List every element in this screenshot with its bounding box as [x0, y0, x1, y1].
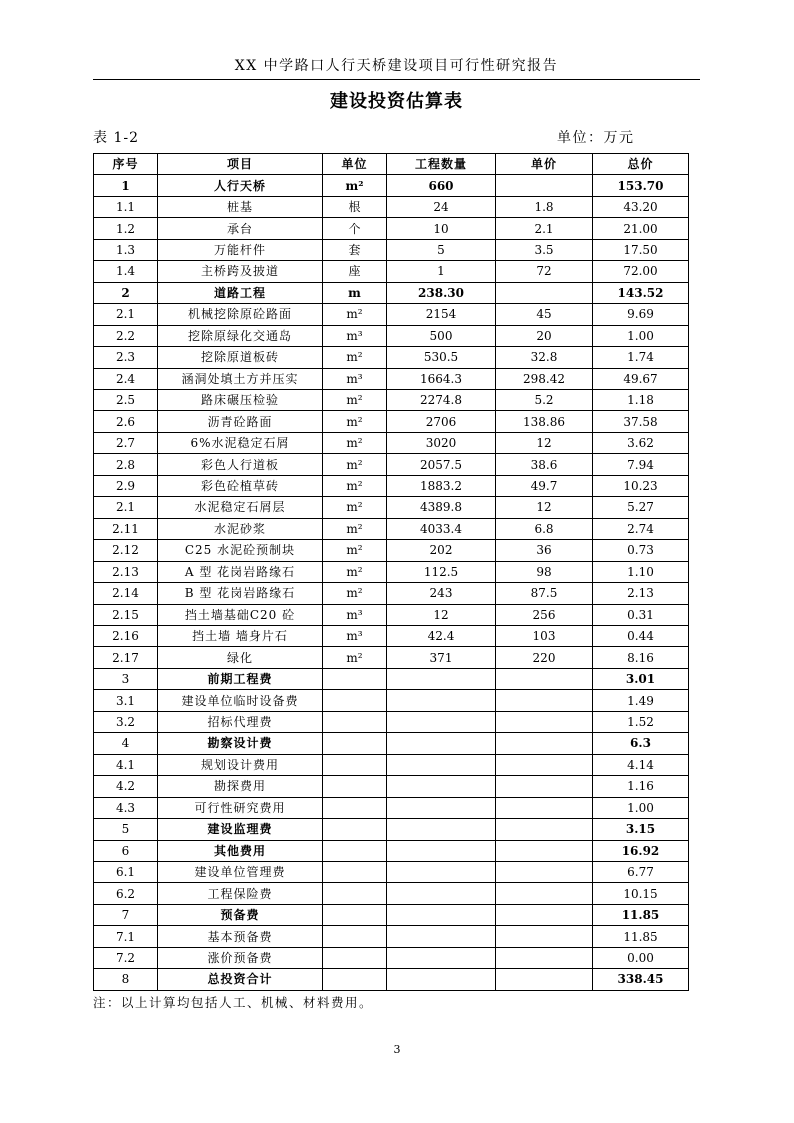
seq-cell: 7: [94, 904, 158, 925]
seq-cell: 4.3: [94, 797, 158, 818]
seq-cell: 6.1: [94, 861, 158, 882]
item-cell: 基本预备费: [158, 926, 323, 947]
item-cell: 桩基: [158, 196, 323, 217]
quantity-cell: 202: [387, 540, 496, 561]
quantity-cell: 24: [387, 196, 496, 217]
unit-price-cell: 3.5: [496, 239, 593, 260]
table-row: [94, 325, 689, 346]
item-cell: 挡土墙 墙身片石: [158, 625, 323, 646]
item-cell: 勘探费用: [158, 776, 323, 797]
item-cell: C25 水泥砼预制块: [158, 540, 323, 561]
total-price-cell: 72.00: [593, 261, 689, 282]
table-row: [94, 647, 689, 668]
quantity-cell: 2154: [387, 304, 496, 325]
seq-cell: 5: [94, 819, 158, 840]
table-row: [94, 239, 689, 260]
header-rule: [93, 79, 700, 80]
table-row: [94, 368, 689, 389]
quantity-cell: 1664.3: [387, 368, 496, 389]
quantity-cell: 371: [387, 647, 496, 668]
item-cell: 道路工程: [158, 282, 323, 303]
table-row: [94, 904, 689, 925]
table-row: [94, 840, 689, 861]
unit-cell: [323, 754, 387, 775]
unit-cell: m²: [323, 561, 387, 582]
unit-cell: [323, 733, 387, 754]
table-row: [94, 690, 689, 711]
unit-price-cell: 298.42: [496, 368, 593, 389]
unit-cell: m²: [323, 347, 387, 368]
unit-cell: m²: [323, 304, 387, 325]
unit-price-cell: 98: [496, 561, 593, 582]
seq-cell: 2.5: [94, 389, 158, 410]
unit-price-cell: [496, 969, 593, 990]
table-row: [94, 454, 689, 475]
seq-cell: 2.2: [94, 325, 158, 346]
item-cell: 规划设计费用: [158, 754, 323, 775]
unit-cell: m²: [323, 432, 387, 453]
quantity-cell: 4389.8: [387, 497, 496, 518]
unit-price-cell: [496, 776, 593, 797]
quantity-cell: 2274.8: [387, 389, 496, 410]
total-price-cell: 0.00: [593, 947, 689, 968]
seq-cell: 2.15: [94, 604, 158, 625]
table-row: [94, 389, 689, 410]
seq-cell: 2.7: [94, 432, 158, 453]
total-price-cell: 11.85: [593, 904, 689, 925]
total-price-cell: 1.18: [593, 389, 689, 410]
quantity-cell: 1883.2: [387, 475, 496, 496]
table-row: [94, 497, 689, 518]
quantity-cell: [387, 776, 496, 797]
item-cell: 建设单位临时设备费: [158, 690, 323, 711]
table-row: [94, 175, 689, 196]
quantity-cell: [387, 711, 496, 732]
unit-price-cell: [496, 175, 593, 196]
table-row: [94, 625, 689, 646]
quantity-cell: 1: [387, 261, 496, 282]
seq-cell: 1: [94, 175, 158, 196]
item-cell: 路床碾压检验: [158, 389, 323, 410]
unit-cell: [323, 926, 387, 947]
item-cell: 沥青砼路面: [158, 411, 323, 432]
unit-price-cell: 87.5: [496, 583, 593, 604]
unit-cell: m³: [323, 625, 387, 646]
total-price-cell: 1.52: [593, 711, 689, 732]
item-cell: 勘察设计费: [158, 733, 323, 754]
unit-price-cell: 138.86: [496, 411, 593, 432]
unit-cell: 座: [323, 261, 387, 282]
seq-cell: 7.2: [94, 947, 158, 968]
quantity-cell: [387, 904, 496, 925]
quantity-cell: 10: [387, 218, 496, 239]
seq-cell: 2.11: [94, 518, 158, 539]
table-row: [94, 540, 689, 561]
table-row: [94, 282, 689, 303]
unit-cell: [323, 668, 387, 689]
item-cell: 预备费: [158, 904, 323, 925]
header-row: [94, 154, 689, 175]
unit-note: 单位：万元: [557, 130, 635, 146]
table-row: [94, 347, 689, 368]
unit-price-cell: [496, 711, 593, 732]
seq-cell: 3.2: [94, 711, 158, 732]
total-price-cell: 8.16: [593, 647, 689, 668]
seq-cell: 7.1: [94, 926, 158, 947]
seq-cell: 3.1: [94, 690, 158, 711]
quantity-cell: 12: [387, 604, 496, 625]
unit-cell: [323, 776, 387, 797]
table-row: [94, 969, 689, 990]
unit-price-cell: [496, 797, 593, 818]
item-cell: 主桥跨及披道: [158, 261, 323, 282]
unit-cell: 套: [323, 239, 387, 260]
table-row: [94, 432, 689, 453]
table-row: [94, 947, 689, 968]
unit-price-cell: 12: [496, 497, 593, 518]
total-price-cell: 37.58: [593, 411, 689, 432]
item-cell: 总投资合计: [158, 969, 323, 990]
seq-cell: 2.3: [94, 347, 158, 368]
unit-cell: [323, 840, 387, 861]
unit-cell: [323, 819, 387, 840]
quantity-cell: [387, 861, 496, 882]
seq-cell: 4.2: [94, 776, 158, 797]
unit-cell: [323, 861, 387, 882]
quantity-cell: [387, 969, 496, 990]
item-cell: 彩色人行道板: [158, 454, 323, 475]
seq-cell: 2.1: [94, 497, 158, 518]
item-cell: 可行性研究费用: [158, 797, 323, 818]
unit-price-cell: [496, 690, 593, 711]
unit-price-cell: 72: [496, 261, 593, 282]
item-cell: 水泥砂浆: [158, 518, 323, 539]
quantity-cell: [387, 690, 496, 711]
quantity-cell: 3020: [387, 432, 496, 453]
column-header-price: 单价: [496, 154, 593, 175]
item-cell: 机械挖除原砼路面: [158, 304, 323, 325]
unit-cell: m²: [323, 411, 387, 432]
item-cell: 建设单位管理费: [158, 861, 323, 882]
quantity-cell: 243: [387, 583, 496, 604]
footnote: 注：以上计算均包括人工、机械、材料费用。: [93, 995, 374, 1010]
item-cell: 承台: [158, 218, 323, 239]
item-cell: 彩色砼植草砖: [158, 475, 323, 496]
total-price-cell: 143.52: [593, 282, 689, 303]
unit-price-cell: 220: [496, 647, 593, 668]
unit-cell: [323, 969, 387, 990]
running-header: XX 中学路口人行天桥建设项目可行性研究报告: [234, 58, 559, 74]
total-price-cell: 0.31: [593, 604, 689, 625]
item-cell: 涵洞处填土方并压实: [158, 368, 323, 389]
seq-cell: 1.2: [94, 218, 158, 239]
total-price-cell: 5.27: [593, 497, 689, 518]
unit-price-cell: [496, 282, 593, 303]
table-row: [94, 196, 689, 217]
total-price-cell: 3.15: [593, 819, 689, 840]
unit-cell: m³: [323, 325, 387, 346]
total-price-cell: 0.44: [593, 625, 689, 646]
seq-cell: 1.3: [94, 239, 158, 260]
item-cell: 万能杆件: [158, 239, 323, 260]
table-row: [94, 711, 689, 732]
unit-cell: 根: [323, 196, 387, 217]
quantity-cell: 42.4: [387, 625, 496, 646]
total-price-cell: 43.20: [593, 196, 689, 217]
table-header: [94, 154, 689, 175]
unit-price-cell: [496, 883, 593, 904]
total-price-cell: 16.92: [593, 840, 689, 861]
total-price-cell: 338.45: [593, 969, 689, 990]
total-price-cell: 4.14: [593, 754, 689, 775]
seq-cell: 2.4: [94, 368, 158, 389]
unit-price-cell: [496, 926, 593, 947]
unit-price-cell: [496, 819, 593, 840]
table-row: [94, 604, 689, 625]
unit-cell: m²: [323, 454, 387, 475]
unit-cell: [323, 883, 387, 904]
unit-cell: [323, 711, 387, 732]
unit-cell: [323, 690, 387, 711]
unit-cell: m²: [323, 583, 387, 604]
unit-price-cell: [496, 904, 593, 925]
unit-cell: [323, 947, 387, 968]
unit-price-cell: [496, 668, 593, 689]
quantity-cell: [387, 797, 496, 818]
seq-cell: 3: [94, 668, 158, 689]
quantity-cell: [387, 883, 496, 904]
investment-estimate-table: [93, 153, 689, 991]
table-number: 表 1-2: [93, 130, 139, 146]
table-row: [94, 926, 689, 947]
unit-price-cell: 49.7: [496, 475, 593, 496]
unit-cell: m³: [323, 368, 387, 389]
total-price-cell: 3.62: [593, 432, 689, 453]
quantity-cell: [387, 947, 496, 968]
table-row: [94, 883, 689, 904]
unit-price-cell: 12: [496, 432, 593, 453]
total-price-cell: 49.67: [593, 368, 689, 389]
unit-cell: 个: [323, 218, 387, 239]
table-row: [94, 754, 689, 775]
unit-price-cell: 38.6: [496, 454, 593, 475]
item-cell: 建设监理费: [158, 819, 323, 840]
unit-cell: m²: [323, 518, 387, 539]
total-price-cell: 1.16: [593, 776, 689, 797]
item-cell: 6%水泥稳定石屑: [158, 432, 323, 453]
item-cell: 其他费用: [158, 840, 323, 861]
item-cell: 挡土墙基础C20 砼: [158, 604, 323, 625]
unit-price-cell: 36: [496, 540, 593, 561]
unit-price-cell: 103: [496, 625, 593, 646]
seq-cell: 2.16: [94, 625, 158, 646]
total-price-cell: 153.70: [593, 175, 689, 196]
total-price-cell: 0.73: [593, 540, 689, 561]
quantity-cell: [387, 840, 496, 861]
seq-cell: 2.12: [94, 540, 158, 561]
unit-price-cell: [496, 840, 593, 861]
total-price-cell: 9.69: [593, 304, 689, 325]
quantity-cell: 2057.5: [387, 454, 496, 475]
total-price-cell: 2.13: [593, 583, 689, 604]
total-price-cell: 1.74: [593, 347, 689, 368]
unit-price-cell: 6.8: [496, 518, 593, 539]
total-price-cell: 17.50: [593, 239, 689, 260]
item-cell: 前期工程费: [158, 668, 323, 689]
table-row: [94, 304, 689, 325]
unit-price-cell: 20: [496, 325, 593, 346]
total-price-cell: 3.01: [593, 668, 689, 689]
quantity-cell: 530.5: [387, 347, 496, 368]
unit-cell: m³: [323, 604, 387, 625]
quantity-cell: [387, 819, 496, 840]
quantity-cell: 4033.4: [387, 518, 496, 539]
table-row: [94, 733, 689, 754]
item-cell: B 型 花岗岩路缘石: [158, 583, 323, 604]
unit-price-cell: 1.8: [496, 196, 593, 217]
total-price-cell: 21.00: [593, 218, 689, 239]
unit-price-cell: 2.1: [496, 218, 593, 239]
unit-cell: m: [323, 282, 387, 303]
total-price-cell: 1.00: [593, 797, 689, 818]
seq-cell: 2.13: [94, 561, 158, 582]
seq-cell: 4.1: [94, 754, 158, 775]
unit-cell: [323, 904, 387, 925]
table-row: [94, 475, 689, 496]
seq-cell: 2.9: [94, 475, 158, 496]
total-price-cell: 10.15: [593, 883, 689, 904]
unit-cell: [323, 797, 387, 818]
unit-price-cell: [496, 947, 593, 968]
table-row: [94, 583, 689, 604]
table-row: [94, 218, 689, 239]
unit-cell: m²: [323, 540, 387, 561]
table-row: [94, 776, 689, 797]
seq-cell: 2.17: [94, 647, 158, 668]
seq-cell: 2.14: [94, 583, 158, 604]
item-cell: 水泥稳定石屑层: [158, 497, 323, 518]
seq-cell: 4: [94, 733, 158, 754]
seq-cell: 1.4: [94, 261, 158, 282]
total-price-cell: 7.94: [593, 454, 689, 475]
total-price-cell: 10.23: [593, 475, 689, 496]
column-header-total: 总价: [593, 154, 689, 175]
quantity-cell: 500: [387, 325, 496, 346]
table-row: [94, 819, 689, 840]
table-body: [94, 175, 689, 990]
table-row: [94, 518, 689, 539]
table-row: [94, 411, 689, 432]
quantity-cell: [387, 754, 496, 775]
unit-price-cell: [496, 733, 593, 754]
total-price-cell: 1.10: [593, 561, 689, 582]
column-header-seq: 序号: [94, 154, 158, 175]
seq-cell: 1.1: [94, 196, 158, 217]
seq-cell: 2.1: [94, 304, 158, 325]
seq-cell: 8: [94, 969, 158, 990]
table-title: 建设投资估算表: [330, 91, 463, 112]
column-header-unit: 单位: [323, 154, 387, 175]
table-row: [94, 861, 689, 882]
table-row: [94, 797, 689, 818]
table-row: [94, 261, 689, 282]
item-cell: 挖除原绿化交通岛: [158, 325, 323, 346]
quantity-cell: [387, 668, 496, 689]
unit-price-cell: 32.8: [496, 347, 593, 368]
total-price-cell: 1.00: [593, 325, 689, 346]
quantity-cell: 5: [387, 239, 496, 260]
quantity-cell: 238.30: [387, 282, 496, 303]
seq-cell: 2.8: [94, 454, 158, 475]
unit-price-cell: 5.2: [496, 389, 593, 410]
page-number: 3: [393, 1043, 401, 1056]
quantity-cell: [387, 733, 496, 754]
unit-cell: m²: [323, 389, 387, 410]
unit-cell: m²: [323, 475, 387, 496]
seq-cell: 2: [94, 282, 158, 303]
unit-price-cell: [496, 861, 593, 882]
total-price-cell: 6.77: [593, 861, 689, 882]
quantity-cell: [387, 926, 496, 947]
seq-cell: 6: [94, 840, 158, 861]
item-cell: 工程保险费: [158, 883, 323, 904]
item-cell: 招标代理费: [158, 711, 323, 732]
quantity-cell: 2706: [387, 411, 496, 432]
column-header-qty: 工程数量: [387, 154, 496, 175]
item-cell: 人行天桥: [158, 175, 323, 196]
item-cell: A 型 花岗岩路缘石: [158, 561, 323, 582]
seq-cell: 2.6: [94, 411, 158, 432]
item-cell: 绿化: [158, 647, 323, 668]
unit-price-cell: 256: [496, 604, 593, 625]
seq-cell: 6.2: [94, 883, 158, 904]
item-cell: 涨价预备费: [158, 947, 323, 968]
table-row: [94, 561, 689, 582]
total-price-cell: 2.74: [593, 518, 689, 539]
unit-price-cell: 45: [496, 304, 593, 325]
item-cell: 挖除原道板砖: [158, 347, 323, 368]
unit-cell: m²: [323, 647, 387, 668]
column-header-item: 项目: [158, 154, 323, 175]
unit-price-cell: [496, 754, 593, 775]
quantity-cell: 660: [387, 175, 496, 196]
table-row: [94, 668, 689, 689]
unit-cell: m²: [323, 175, 387, 196]
total-price-cell: 6.3: [593, 733, 689, 754]
total-price-cell: 1.49: [593, 690, 689, 711]
quantity-cell: 112.5: [387, 561, 496, 582]
unit-cell: m²: [323, 497, 387, 518]
total-price-cell: 11.85: [593, 926, 689, 947]
